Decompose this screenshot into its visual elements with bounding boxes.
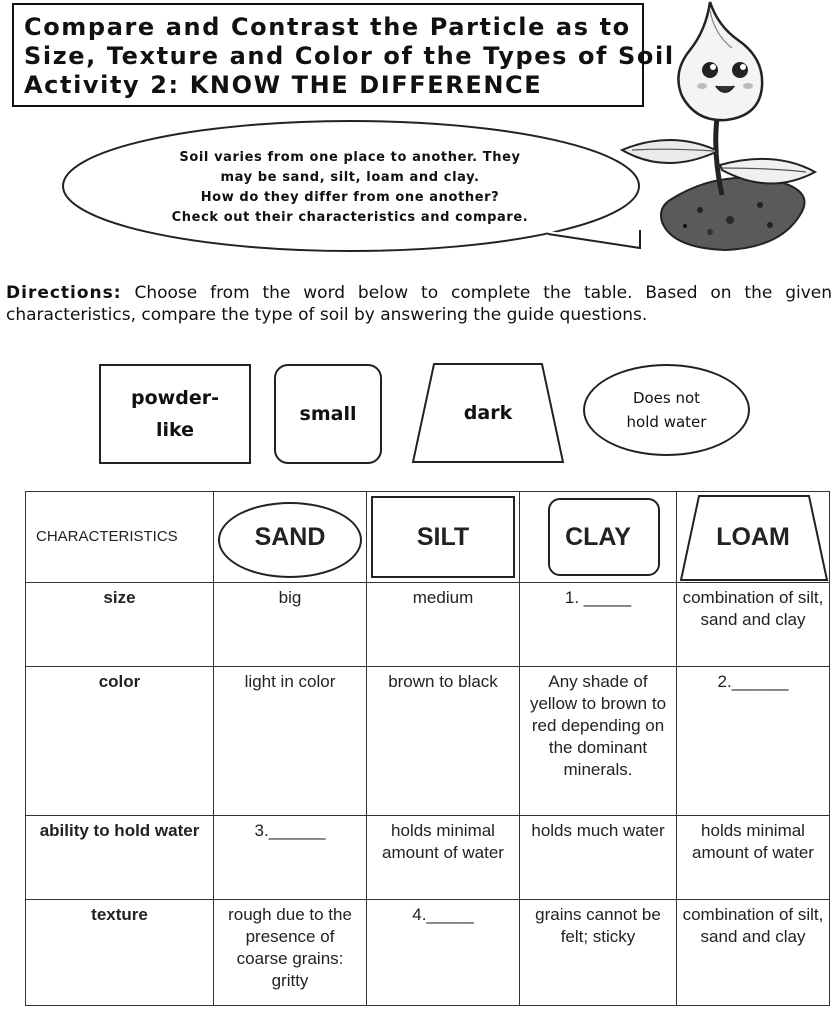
header-loam-cell	[677, 492, 830, 583]
row-label-ability-to-hold-water: ability to hold water	[26, 816, 214, 900]
choice-rounded-rectangle	[274, 364, 382, 464]
header-clay-cell	[520, 492, 677, 583]
cell-color-sand: light in color	[214, 667, 367, 816]
soil-comparison-table	[25, 491, 830, 1006]
header-loam-trapezoid	[677, 492, 829, 582]
directions-label: Directions:	[6, 283, 122, 303]
row-label-size: size	[26, 583, 214, 667]
plant-mascot-illustration	[610, 0, 834, 260]
speech-line-2: may be sand, silt, loam and clay.	[220, 170, 480, 185]
cell-texture-sand: rough due to the presence of coarse grains: gritty	[214, 900, 367, 1006]
cell-color-clay: Any shade of yellow to brown to red depending on the dominant minerals.	[520, 667, 677, 816]
speech-line-4: Check out their characteristics and compare.	[171, 210, 529, 225]
directions-text: Choose from the word below to complete the table. Based on the given characteristics, compare the type of soil by answering the guide questions.	[6, 283, 832, 325]
directions-paragraph	[6, 282, 832, 326]
cell-size-loam: combination of silt, sand and clay	[677, 583, 830, 667]
cell-texture-clay: grains cannot be felt; sticky	[520, 900, 677, 1006]
header-sand: SAND	[254, 523, 326, 551]
choice-trapezoid-label: dark	[463, 402, 513, 424]
cell-size-sand: big	[214, 583, 367, 667]
cell-texture-silt-blank[interactable]: 4._____	[367, 900, 520, 1006]
header-sand-cell	[214, 492, 367, 583]
title-line-2: Size, Texture and Color of the Types of Soil	[24, 42, 675, 70]
cell-color-loam-blank[interactable]: 2.______	[677, 667, 830, 816]
choice-oval	[583, 364, 750, 456]
speech-bubble-text	[150, 148, 550, 228]
header-sand-oval	[214, 492, 366, 582]
choice-rectangle-line-2: like	[155, 419, 195, 441]
row-label-texture: texture	[26, 900, 214, 1006]
table-row	[26, 816, 830, 900]
cell-size-clay-blank[interactable]: 1. _____	[520, 583, 677, 667]
choice-rectangle-line-1: powder-	[131, 387, 219, 409]
choice-rounded-label: small	[299, 403, 357, 425]
speech-line-1: Soil varies from one place to another. They	[179, 150, 521, 165]
cell-water-loam: holds minimal amount of water	[677, 816, 830, 900]
table-header-row	[26, 492, 830, 583]
table-row	[26, 900, 830, 1006]
row-label-color: color	[26, 667, 214, 816]
header-loam: LOAM	[716, 523, 790, 551]
cell-water-sand-blank[interactable]: 3.______	[214, 816, 367, 900]
title-line-1: Compare and Contrast the Particle as to	[24, 13, 631, 41]
cell-texture-loam: combination of silt, sand and clay	[677, 900, 830, 1006]
table-row	[26, 667, 830, 816]
choice-trapezoid	[412, 362, 564, 464]
speech-line-3: How do they differ from one another?	[200, 190, 500, 205]
cell-color-silt: brown to black	[367, 667, 520, 816]
table-row	[26, 583, 830, 667]
header-silt-cell	[367, 492, 520, 583]
cell-size-silt: medium	[367, 583, 520, 667]
title-box	[12, 3, 675, 107]
choice-rectangle	[99, 364, 251, 464]
header-clay: CLAY	[565, 523, 631, 551]
header-silt-rectangle	[367, 492, 519, 582]
header-silt: SILT	[416, 523, 470, 551]
header-clay-rounded-rectangle	[520, 492, 676, 582]
choice-oval-line-2: hold water	[626, 413, 707, 431]
title-line-3: Activity 2: KNOW THE DIFFERENCE	[24, 71, 543, 99]
cell-water-clay: holds much water	[520, 816, 677, 900]
header-characteristics: CHARACTERISTICS	[26, 492, 214, 583]
choice-oval-line-1: Does not	[632, 389, 701, 407]
cell-water-silt: holds minimal amount of water	[367, 816, 520, 900]
